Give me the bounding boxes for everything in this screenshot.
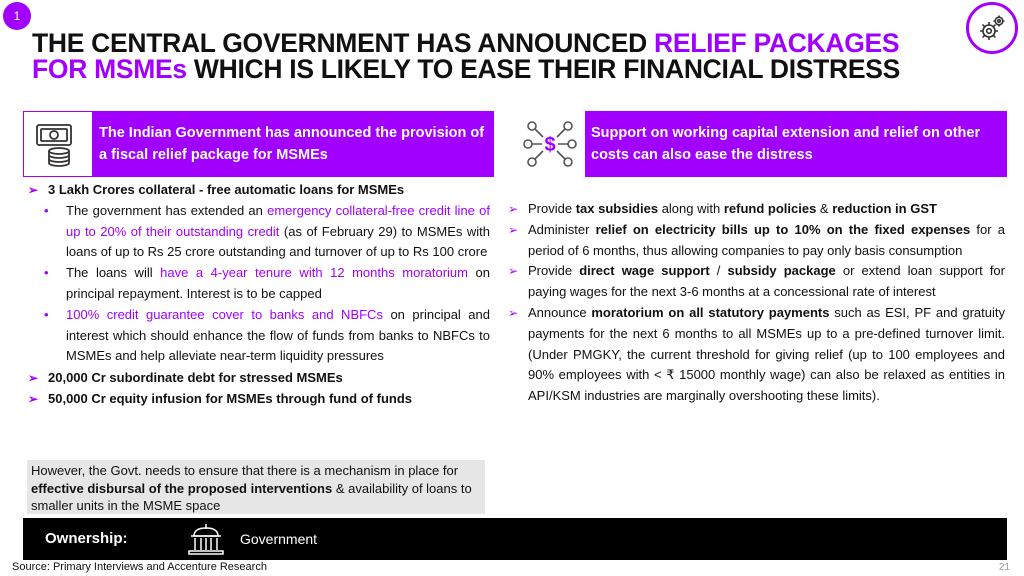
header-fiscal-relief: The Indian Government has announced the provision of a fiscal relief package for MSMEs [23,111,494,177]
list-item: ➢ 50,000 Cr equity infusion for MSMEs through fund of funds [28,389,490,410]
list-item: ➢ Provide direct wage support / subsidy package or extend loan support for paying wages for the next 3-6 months at a concessional rate of interest [508,263,1005,300]
svg-text:$: $ [544,134,556,156]
slide-number-badge: 1 [3,2,31,30]
ownership-bar [23,518,1007,560]
bullet-icon: • [44,265,49,281]
header-working-capital: $ Support on working capital extension and relief on other costs can also ease the distress [515,111,1007,177]
arrow-bullet-icon: ➢ [508,264,519,279]
arrow-bullet-icon: ➢ [28,371,39,386]
source-note: Source: Primary Interviews and Accenture Research [12,561,267,573]
list-item: • The government has extended an emergency collateral-free credit line of up to 20% of their outstanding credit (as of February 29) to MSMEs with loans of up to Rs 25 crore outstanding and turnover of up to Rs 100 crore [44,202,490,260]
arrow-bullet-icon: ➢ [508,305,519,320]
page-title: THE CENTRAL GOVERNMENT HAS ANNOUNCED RELIEF PACKAGES FOR MSMEs WHICH IS LIKELY TO EASE THEIR FINANCIAL DISTRESS [32,28,901,84]
bullet-icon: • [44,306,49,322]
list-item: • 100% credit guarantee cover to banks and NBFCs on principal and interest which should enhance the flow of funds from banks to NBFCs to MSMEs and help alleviate near-term liquidity pressures [44,306,490,364]
list-item: ➢ 3 Lakh Crores collateral - free automatic loans for MSMEs [28,180,490,201]
list-item: ➢ 20,000 Cr subordinate debt for stressed MSMEs [28,368,490,389]
arrow-bullet-icon: ➢ [28,183,39,197]
right-column [508,199,1005,407]
government-building-icon [186,522,226,561]
list-item: ➢ Provide tax subsidies along with refund policies & reduction in GST [508,199,1005,220]
list-item: • The loans will have a 4-year tenure with 12 months moratorium on principal repayment. Interest is to be capped [44,265,490,301]
page-number: 21 [998,562,1010,573]
arrow-bullet-icon: ➢ [508,222,519,237]
list-item: ➢ Administer relief on electricity bills up to 10% on the fixed expenses for a period of 6 months, thus allowing companies to pay only basis consumption [508,221,1005,258]
arrow-bullet-icon: ➢ [508,202,519,216]
dollar-network-icon [515,111,585,177]
list-item: ➢ Announce moratorium on all statutory payments such as ESI, PF and gratuity payments for the next 6 months to all MSMEs up to a pre-defined turnover limit. (Under PMGKY, the current threshold for giving relief (up to 100 employees and 90% employees with < ₹ 15000 monthly wage) can also be relaxed as entities in API/KSM industries are marginally overshooting these limits). [508,304,1005,404]
ownership-label: Ownership: [45,530,128,547]
ownership-value: Government [240,531,318,547]
bullet-icon: • [44,202,49,218]
gear-icon [966,2,1018,54]
note-box: However, the Govt. needs to ensure that there is a mechanism in place for effective disbursal of the proposed interventions & availability of loans to smaller units in the MSME space [27,460,485,514]
arrow-bullet-icon: ➢ [28,391,39,406]
left-column [28,180,490,410]
money-coins-icon [23,111,93,177]
